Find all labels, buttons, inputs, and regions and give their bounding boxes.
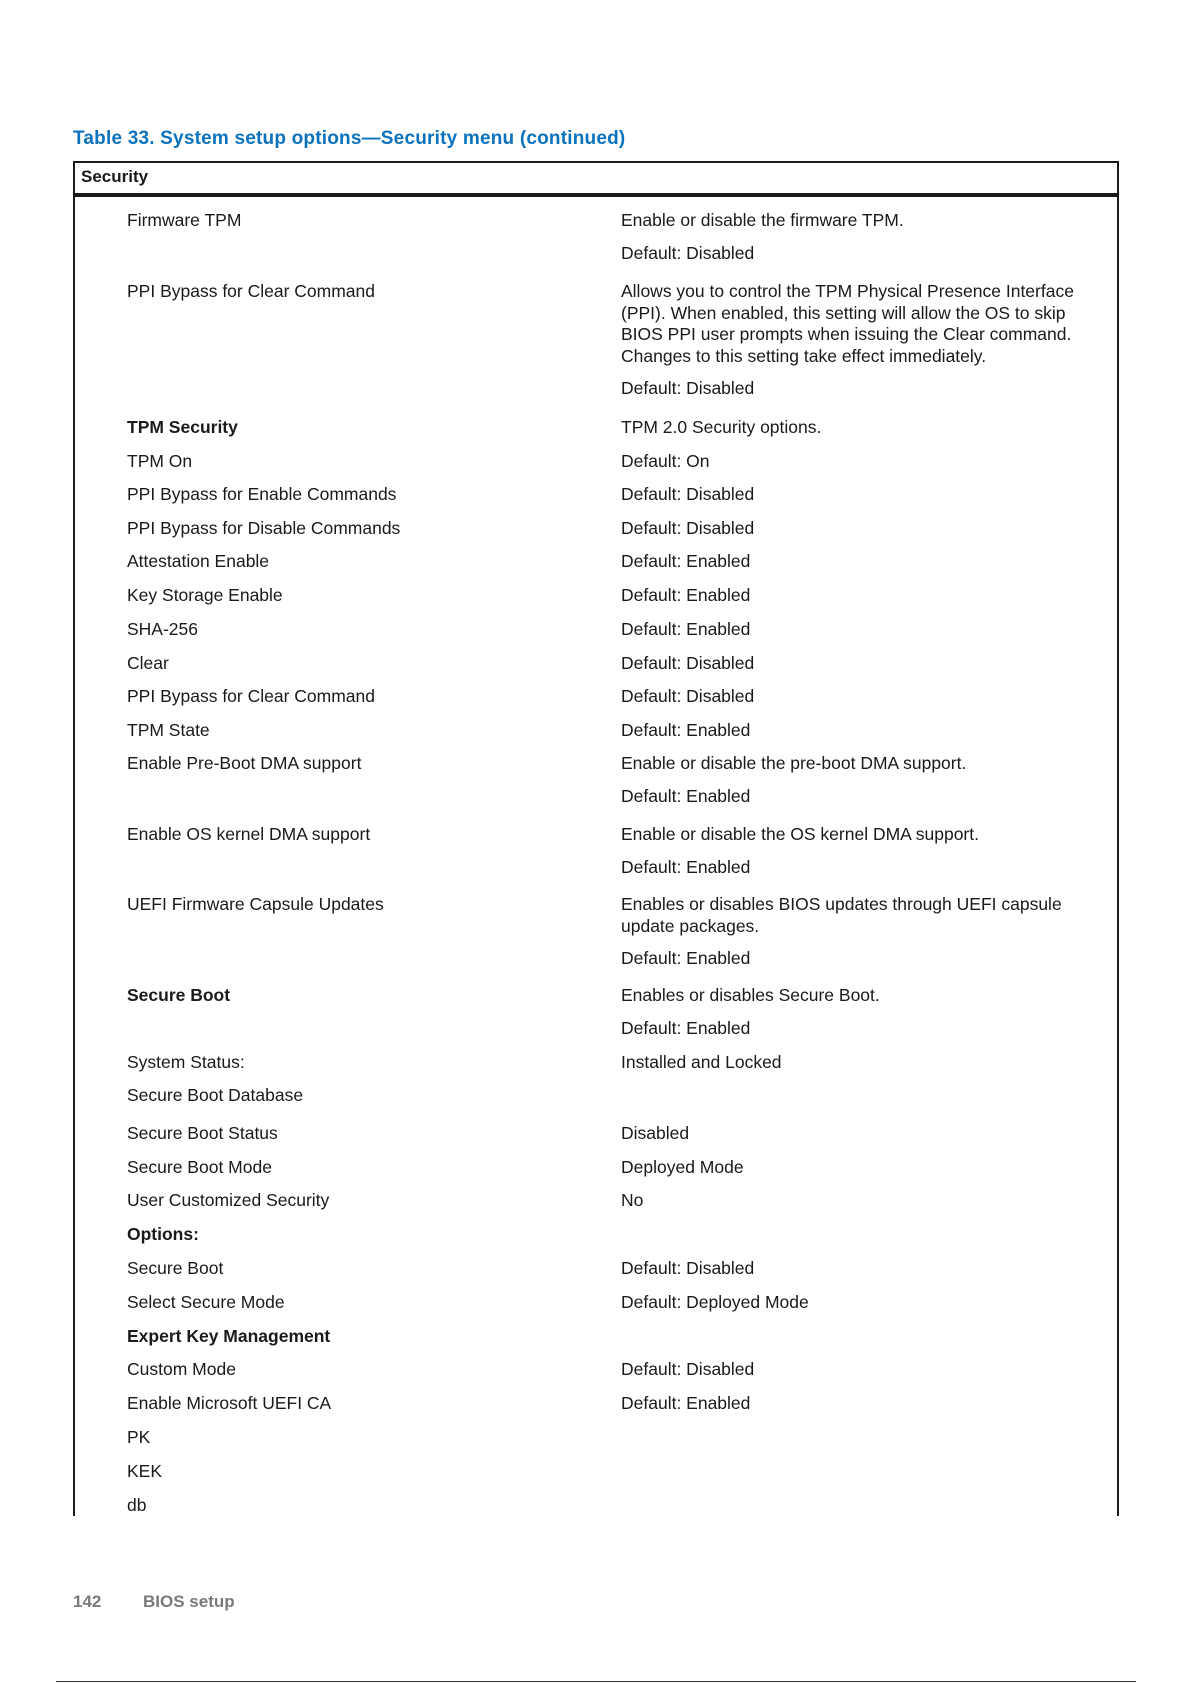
description-line: Default: On: [621, 451, 710, 471]
option-description: [621, 720, 1101, 753]
description-line: Enables or disables BIOS updates through UEFI capsule update packages.: [621, 894, 1062, 936]
option-description: [621, 985, 1101, 1050]
option-description: [621, 585, 1101, 618]
option-description: [621, 1052, 1101, 1085]
option-name: Expert Key Management: [127, 1326, 331, 1346]
option-description: [621, 417, 1101, 450]
option-name: db: [127, 1495, 147, 1515]
option-name: Options:: [127, 1224, 199, 1244]
option-description: [621, 1190, 1101, 1223]
header-divider: [73, 193, 1119, 197]
option-name: Secure Boot: [127, 1258, 224, 1278]
option-name: TPM Security: [127, 417, 238, 437]
option-description: [621, 210, 1101, 275]
option-name: PPI Bypass for Clear Command: [127, 281, 376, 301]
option-description: [621, 1258, 1101, 1291]
option-description: [621, 653, 1101, 686]
option-description: [621, 1123, 1101, 1156]
option-name: Secure Boot Database: [127, 1085, 304, 1105]
description-line: Default: Disabled: [621, 484, 755, 504]
footer-section-title: BIOS setup: [143, 1592, 235, 1611]
option-name: SHA-256: [127, 619, 199, 639]
description-line: Default: Disabled: [621, 1359, 755, 1379]
option-description: [621, 753, 1101, 818]
option-name: PPI Bypass for Clear Command: [127, 686, 376, 706]
option-name: PK: [127, 1427, 151, 1447]
option-name: Firmware TPM: [127, 210, 242, 230]
page-number: 142: [73, 1592, 102, 1611]
table-header: [73, 161, 1119, 195]
option-name: Attestation Enable: [127, 551, 270, 571]
description-line: Enables or disables Secure Boot.: [621, 985, 880, 1005]
description-line: No: [621, 1190, 644, 1210]
option-name: PPI Bypass for Enable Commands: [127, 484, 397, 504]
option-description: [621, 1157, 1101, 1190]
option-name: KEK: [127, 1461, 163, 1481]
option-description: [621, 1359, 1101, 1392]
table-caption: Table 33. System setup options—Security menu (continued): [73, 128, 626, 149]
description-line: Installed and Locked: [621, 1052, 782, 1072]
option-name: TPM State: [127, 720, 210, 740]
description-line: Deployed Mode: [621, 1157, 744, 1177]
option-name: Secure Boot Mode: [127, 1157, 272, 1177]
option-description: [621, 551, 1101, 584]
option-name: User Customized Security: [127, 1190, 330, 1210]
description-line: Default: Enabled: [621, 785, 751, 806]
option-name: Select Secure Mode: [127, 1292, 285, 1312]
option-description: [621, 281, 1101, 411]
description-line: Default: Enabled: [621, 619, 751, 639]
option-description: [621, 1292, 1101, 1325]
description-line: Default: Enabled: [621, 948, 751, 968]
description-line: Default: Enabled: [621, 720, 751, 740]
description-line: Default: Enabled: [621, 585, 751, 605]
description-line: Default: Disabled: [621, 518, 755, 538]
option-name: Clear: [127, 653, 169, 673]
security-options-table: [73, 161, 1119, 1516]
option-name: TPM On: [127, 451, 193, 471]
option-description: [621, 619, 1101, 652]
description-line: Default: Enabled: [621, 551, 751, 571]
description-line: Default: Enabled: [621, 1017, 751, 1038]
option-description: [621, 686, 1101, 719]
description-line: Default: Disabled: [621, 686, 755, 706]
option-name: Secure Boot: [127, 985, 231, 1005]
description-line: Default: Disabled: [621, 1258, 755, 1278]
option-description: [621, 451, 1101, 484]
option-name: Enable OS kernel DMA support: [127, 824, 371, 844]
description-line: Disabled: [621, 1123, 690, 1143]
option-description: [621, 518, 1101, 551]
option-name: Enable Pre-Boot DMA support: [127, 753, 362, 773]
option-name: System Status:: [127, 1052, 245, 1072]
description-line: Allows you to control the TPM Physical Presence Interface (PPI). When enabled, this setting will allow the OS to skip BIOS PPI user prompts when issuing the Clear command. Changes to this setting take effect immediately.: [621, 281, 1074, 366]
table-header-label: Security: [81, 167, 149, 186]
description-line: Enable or disable the OS kernel DMA support.: [621, 824, 979, 844]
description-line: Default: Enabled: [621, 856, 751, 877]
description-line: TPM 2.0 Security options.: [621, 417, 822, 437]
description-line: Default: Deployed Mode: [621, 1292, 809, 1312]
option-name: Secure Boot Status: [127, 1123, 278, 1143]
option-name: PPI Bypass for Disable Commands: [127, 518, 401, 538]
option-name: Custom Mode: [127, 1359, 236, 1379]
option-name: Key Storage Enable: [127, 585, 283, 605]
option-description: [621, 1393, 1101, 1426]
option-description: [621, 484, 1101, 517]
description-line: Default: Disabled: [621, 242, 755, 263]
description-line: Default: Disabled: [621, 653, 755, 673]
option-description: [621, 894, 1101, 981]
footer-divider: [56, 1681, 1136, 1682]
description-line: Default: Enabled: [621, 1393, 751, 1413]
description-line: Enable or disable the pre-boot DMA support.: [621, 753, 967, 773]
description-line: Enable or disable the firmware TPM.: [621, 210, 904, 230]
description-line: Default: Disabled: [621, 378, 755, 398]
option-description: [621, 824, 1101, 889]
option-name: Enable Microsoft UEFI CA: [127, 1393, 332, 1413]
option-name: UEFI Firmware Capsule Updates: [127, 894, 384, 914]
